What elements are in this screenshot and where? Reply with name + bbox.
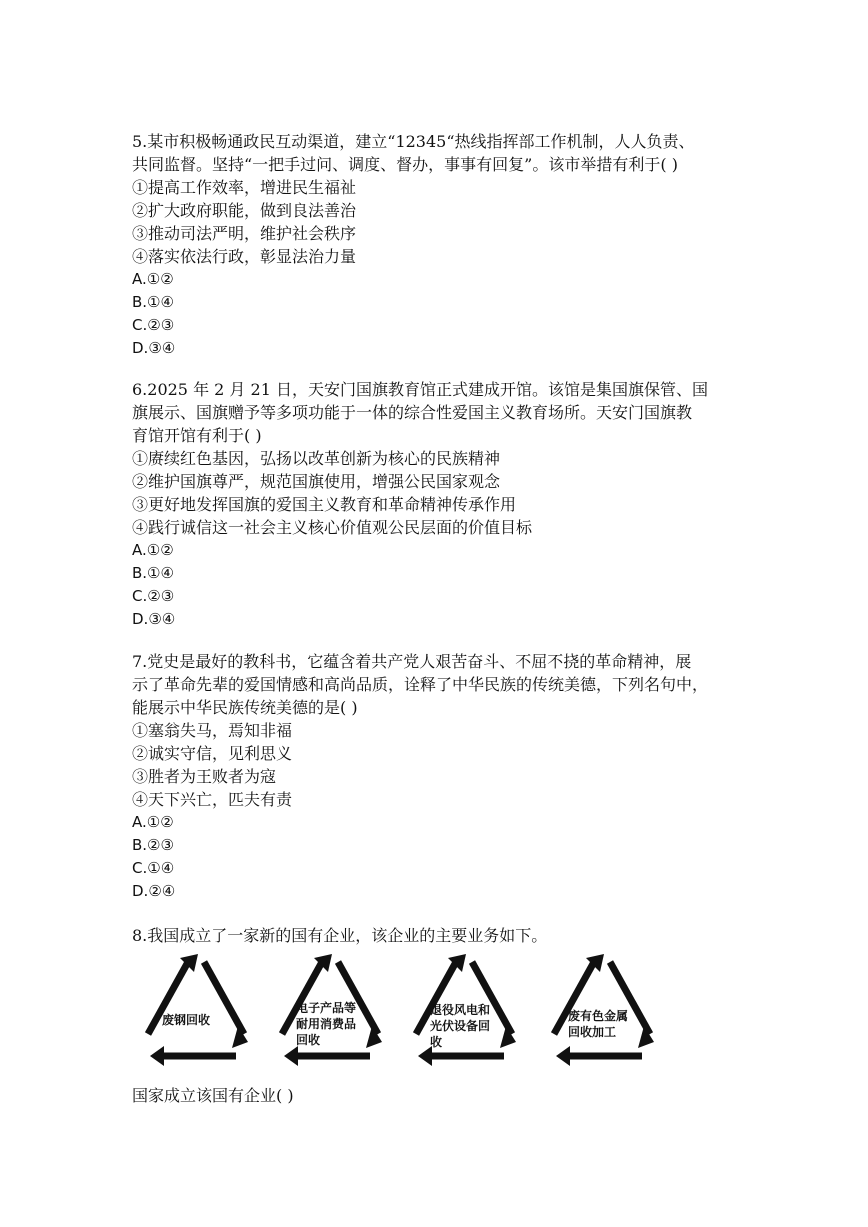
recycle-item-3 — [404, 950, 524, 1074]
answer-option-d[interactable]: D.②④ — [132, 882, 176, 900]
answer-option-d[interactable]: D.③④ — [132, 610, 176, 628]
question-5 — [132, 130, 752, 360]
recycle-label: 电子产品等耐用消费品回收 — [296, 1001, 357, 1047]
answer-option-c[interactable]: C.②③ — [132, 316, 175, 334]
answer-option-a[interactable]: A.①② — [132, 541, 174, 559]
answer-option-c[interactable]: C.①④ — [132, 859, 175, 877]
recycle-label: 退役风电和光伏设备回收 — [430, 1003, 491, 1049]
statement-item: ①提高工作效率，增进民生福祉 — [132, 178, 357, 197]
question-6 — [132, 378, 752, 631]
statement-item: ③推动司法严明，维护社会秩序 — [132, 224, 357, 243]
question-stem-line: 育馆开馆有利于( ) — [132, 426, 262, 445]
answer-option-b[interactable]: B.②③ — [132, 836, 174, 854]
statement-item: ②诚实守信，见利思义 — [132, 744, 293, 763]
statement-item: ④天下兴亡，匹夫有责 — [132, 790, 293, 809]
question-stem-line: 共同监督。坚持“一把手过问、调度、督办，事事有回复”。该市举措有利于( ) — [132, 155, 678, 174]
answer-option-c[interactable]: C.②③ — [132, 587, 175, 605]
statement-item: ④落实依法行政，彰显法治力量 — [132, 247, 357, 266]
recycle-diagram-row — [132, 950, 672, 1080]
statement-item: ③胜者为王败者为寇 — [132, 767, 277, 786]
recycle-item-1 — [136, 950, 256, 1074]
statement-item: ①赓续红色基因，弘扬以改革创新为核心的民族精神 — [132, 449, 501, 468]
question-stem-line: 7.党史是最好的教科书，它蕴含着共产党人艰苦奋斗、不屈不挠的革命精神，展 — [132, 652, 692, 671]
question-stem-line: 旗展示、国旗赠予等多项功能于一体的综合性爱国主义教育场所。天安门国旗教 — [132, 403, 693, 422]
statement-item: ①塞翁失马，焉知非福 — [132, 721, 293, 740]
question-8-prompt: 国家成立该国有企业( ) — [132, 1086, 294, 1105]
recycle-item-2 — [270, 950, 390, 1074]
answer-option-a[interactable]: A.①② — [132, 813, 174, 831]
answer-option-b[interactable]: B.①④ — [132, 564, 174, 582]
question-stem-line: 5.某市积极畅通政民互动渠道，建立“12345“热线指挥部工作机制，人人负责、 — [132, 132, 695, 151]
statement-item: ③更好地发挥国旗的爱国主义教育和革命精神传承作用 — [132, 495, 517, 514]
statement-item: ②维护国旗尊严，规范国旗使用，增强公民国家观念 — [132, 472, 501, 491]
question-stem-line: 示了革命先辈的爱国情感和高尚品质，诠释了中华民族的传统美德，下列名句中， — [132, 675, 709, 694]
answer-option-d[interactable]: D.③④ — [132, 339, 176, 357]
question-7 — [132, 650, 752, 903]
recycle-label: 废有色金属回收加工 — [568, 1009, 629, 1039]
statement-item: ④践行诚信这一社会主义核心价值观公民层面的价值目标 — [132, 518, 533, 537]
answer-option-a[interactable]: A.①② — [132, 270, 174, 288]
question-8 — [132, 924, 752, 947]
question-stem-line: 6.2025 年 2 月 21 日，天安门国旗教育馆正式建成开馆。该馆是集国旗保管、国 — [132, 380, 708, 399]
question-stem-line: 8.我国成立了一家新的国有企业，该企业的主要业务如下。 — [132, 926, 548, 945]
recycle-label: 废钢回收 — [162, 1013, 211, 1027]
statement-item: ②扩大政府职能，做到良法善治 — [132, 201, 357, 220]
recycle-item-4 — [542, 950, 662, 1074]
answer-option-b[interactable]: B.①④ — [132, 293, 174, 311]
question-stem-line: 能展示中华民族传统美德的是( ) — [132, 698, 358, 717]
